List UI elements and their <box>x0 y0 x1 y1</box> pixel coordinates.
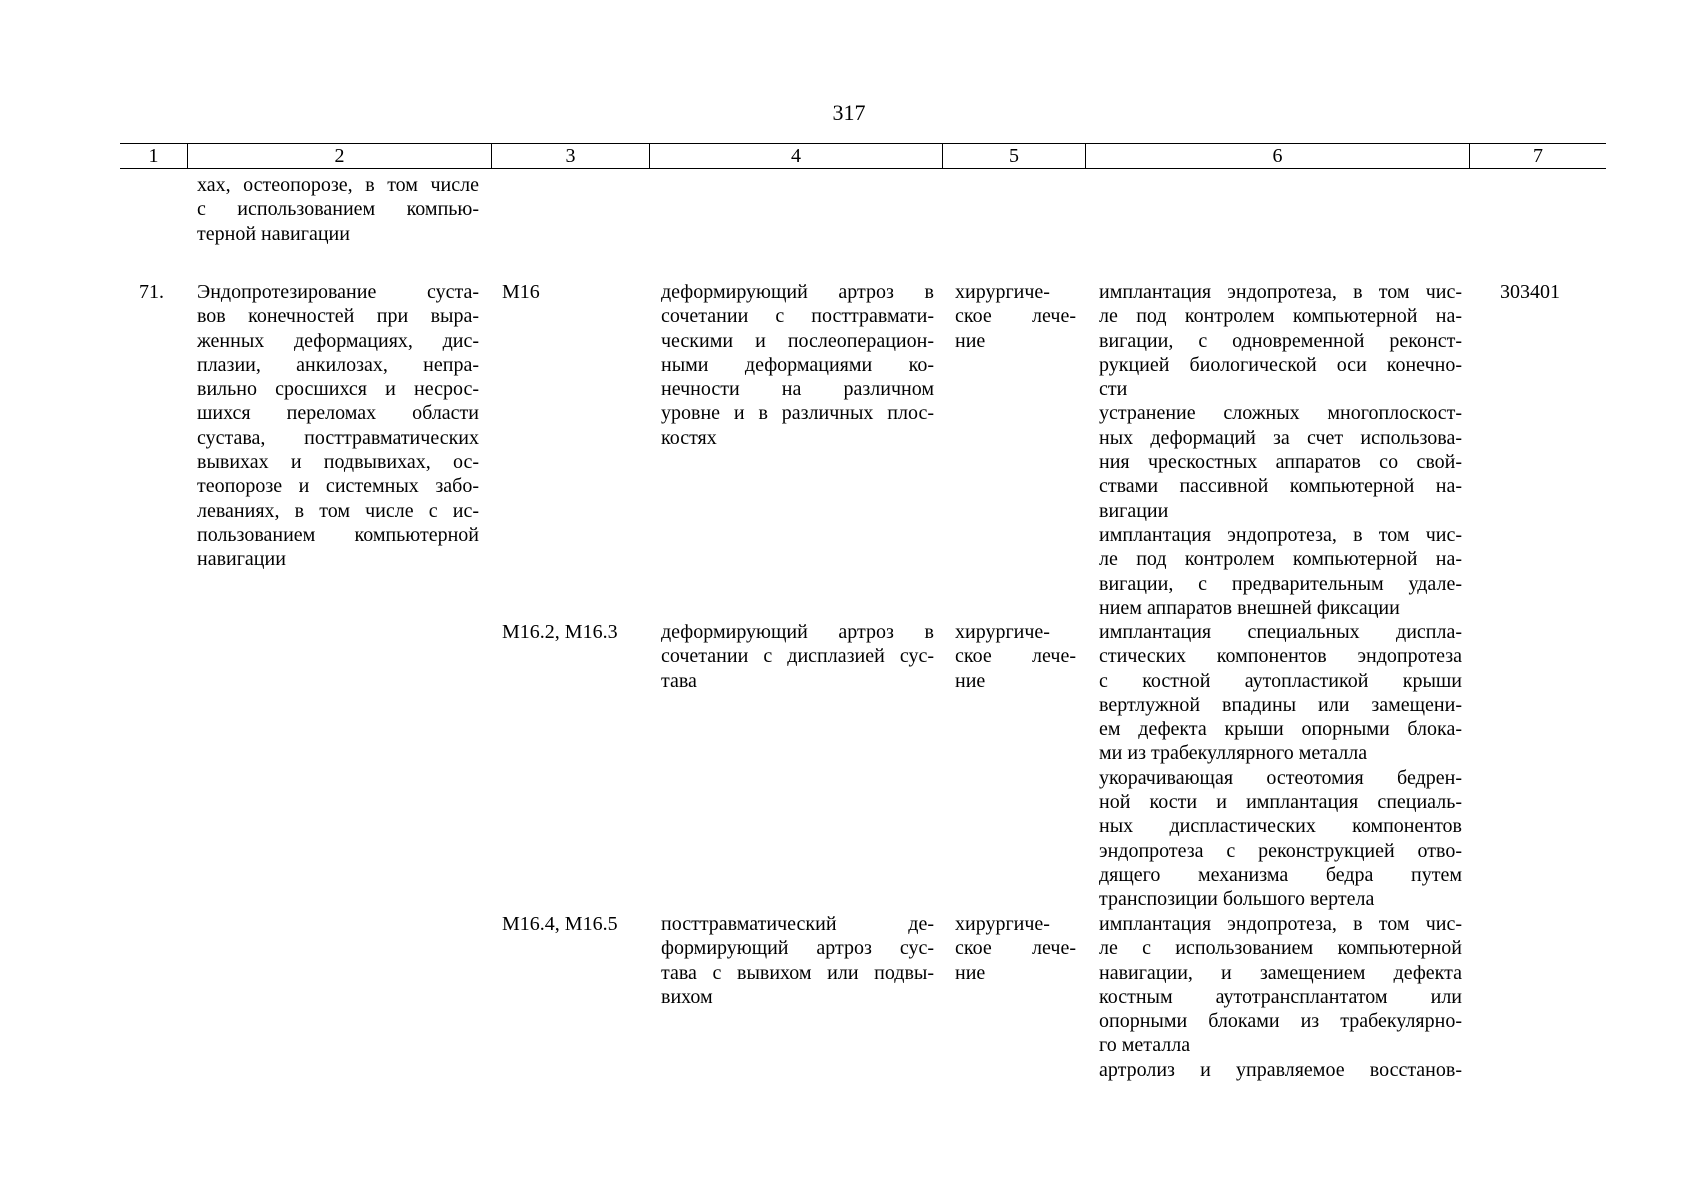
text-line: сочетании с посттравмати- <box>661 305 934 328</box>
header-col-4: 4 <box>649 144 942 168</box>
text-line: костях <box>661 426 717 449</box>
entry-amount: 303401 <box>1500 281 1560 303</box>
treatment-methods <box>1099 280 1462 620</box>
text-line: костным аутотрансплантатом или <box>1099 985 1462 1008</box>
text-line: вильно сросшихся и несрос- <box>197 378 479 401</box>
text-line: ния чрескостных аппаратов со свой- <box>1099 451 1462 474</box>
text-line: вигации, с предварительным удале- <box>1099 572 1462 595</box>
text-line: хирургиче- <box>955 281 1050 303</box>
text-line: ми из трабекуллярного металла <box>1099 742 1368 765</box>
text-line: ле под контролем компьютерной на- <box>1099 305 1462 328</box>
text-line: нием аппаратов внешней фиксации <box>1099 596 1400 619</box>
icd-code: M16.4, M16.5 <box>502 913 618 935</box>
header-col-6: 6 <box>1085 144 1469 168</box>
text-line: женных деформациях, дис- <box>197 329 479 352</box>
text-line: ское лече- <box>955 937 1076 960</box>
text-line: пользованием компьютерной <box>197 523 479 546</box>
continuation-col2 <box>197 173 479 246</box>
text-line: вихом <box>661 985 713 1008</box>
treatment-type <box>955 912 1076 985</box>
text-line: нечности на различном <box>661 378 934 401</box>
text-line: сустава, посттравматических <box>197 426 479 449</box>
text-line: уровне и в различных плос- <box>661 402 934 425</box>
text-line: транспозиции большого вертела <box>1099 888 1375 911</box>
text-line: посттравматический де- <box>661 913 934 935</box>
diagnosis <box>661 280 934 450</box>
text-line: вывихах и подвывихах, ос- <box>197 451 479 474</box>
text-line: вов конечностей при выра- <box>197 305 479 328</box>
text-line: дящего механизма бедра путем <box>1099 863 1462 886</box>
text-line: деформирующий артроз в <box>661 621 934 643</box>
text-line: шихся переломах области <box>197 402 479 425</box>
text-line: эндопротеза с реконструкцией отво- <box>1099 839 1462 862</box>
icd-code: M16.2, M16.3 <box>502 621 618 643</box>
treatment-type <box>955 620 1076 693</box>
text-line: имплантация специальных диспла- <box>1099 621 1462 643</box>
text-line: деформирующий артроз в <box>661 281 934 303</box>
diagnosis <box>661 912 934 1009</box>
text-line: устранение сложных многоплоскост- <box>1099 402 1462 425</box>
text-line: стических компонентов эндопротеза <box>1099 645 1462 668</box>
header-col-2: 2 <box>187 144 491 168</box>
text-line: го металла <box>1099 1034 1191 1057</box>
header-col-3: 3 <box>491 144 649 168</box>
text-line: терной навигации <box>197 222 350 245</box>
text-line: плазии, анкилозах, непра- <box>197 353 479 376</box>
header-col-7: 7 <box>1469 144 1606 168</box>
treatment-methods <box>1099 620 1462 912</box>
text-line: хах, остеопорозе, в том числе <box>197 174 479 196</box>
treatment-methods <box>1099 912 1462 1082</box>
text-line: теопорозе и системных забо- <box>197 475 479 498</box>
entry-number: 71. <box>139 281 164 303</box>
text-line: сочетании с дисплазией сус- <box>661 645 934 668</box>
text-line: навигации <box>197 548 286 571</box>
text-line: формирующий артроз сус- <box>661 937 934 960</box>
header-col-1: 1 <box>148 145 159 167</box>
text-line: опорными блоками из трабекулярно- <box>1099 1010 1462 1033</box>
diagnosis <box>661 620 934 693</box>
text-line: ское лече- <box>955 645 1076 668</box>
text-line: навигации, и замещением дефекта <box>1099 961 1462 984</box>
text-line: ние <box>955 329 986 352</box>
text-line: ной кости и имплантация специаль- <box>1099 791 1462 814</box>
entry-title <box>197 280 479 572</box>
page-number: 317 <box>832 100 866 125</box>
text-line: ние <box>955 669 986 692</box>
text-line: ское лече- <box>955 305 1076 328</box>
text-line: вигации <box>1099 499 1169 522</box>
text-line: артролиз и управляемое восстанов- <box>1099 1058 1462 1081</box>
text-line: рукцией биологической оси конечно- <box>1099 353 1462 376</box>
text-line: леваниях, в том числе с ис- <box>197 499 479 522</box>
text-line: с костной аутопластикой крыши <box>1099 669 1462 692</box>
text-line: имплантация эндопротеза, в том чис- <box>1099 523 1462 546</box>
text-line: ем дефекта крыши опорными блока- <box>1099 718 1462 741</box>
text-line: тава с вывихом или подвы- <box>661 961 934 984</box>
header-col-5: 5 <box>942 144 1085 168</box>
text-line: укорачивающая остеотомия бедрен- <box>1099 766 1462 789</box>
text-line: ческими и послеоперацион- <box>661 329 934 352</box>
text-line: с использованием компью- <box>197 198 479 221</box>
text-line: имплантация эндопротеза, в том чис- <box>1099 281 1462 303</box>
text-line: хирургиче- <box>955 913 1050 935</box>
text-line: тава <box>661 669 697 692</box>
text-line: Эндопротезирование суста- <box>197 281 479 303</box>
text-line: ных деформаций за счет использова- <box>1099 426 1462 449</box>
text-line: ле под контролем компьютерной на- <box>1099 548 1462 571</box>
text-line: ными деформациями ко- <box>661 353 934 376</box>
text-line: хирургиче- <box>955 621 1050 643</box>
text-line: ствами пассивной компьютерной на- <box>1099 475 1462 498</box>
text-line: имплантация эндопротеза, в том чис- <box>1099 913 1462 935</box>
icd-code: M16 <box>502 281 540 303</box>
text-line: ле с использованием компьютерной <box>1099 937 1462 960</box>
text-line: сти <box>1099 378 1128 401</box>
text-line: вигации, с одновременной реконст- <box>1099 329 1462 352</box>
treatment-type <box>955 280 1076 353</box>
table-header <box>120 143 1606 169</box>
text-line: вертлужной впадины или замещени- <box>1099 693 1462 716</box>
text-line: ние <box>955 961 986 984</box>
text-line: ных диспластических компонентов <box>1099 815 1462 838</box>
